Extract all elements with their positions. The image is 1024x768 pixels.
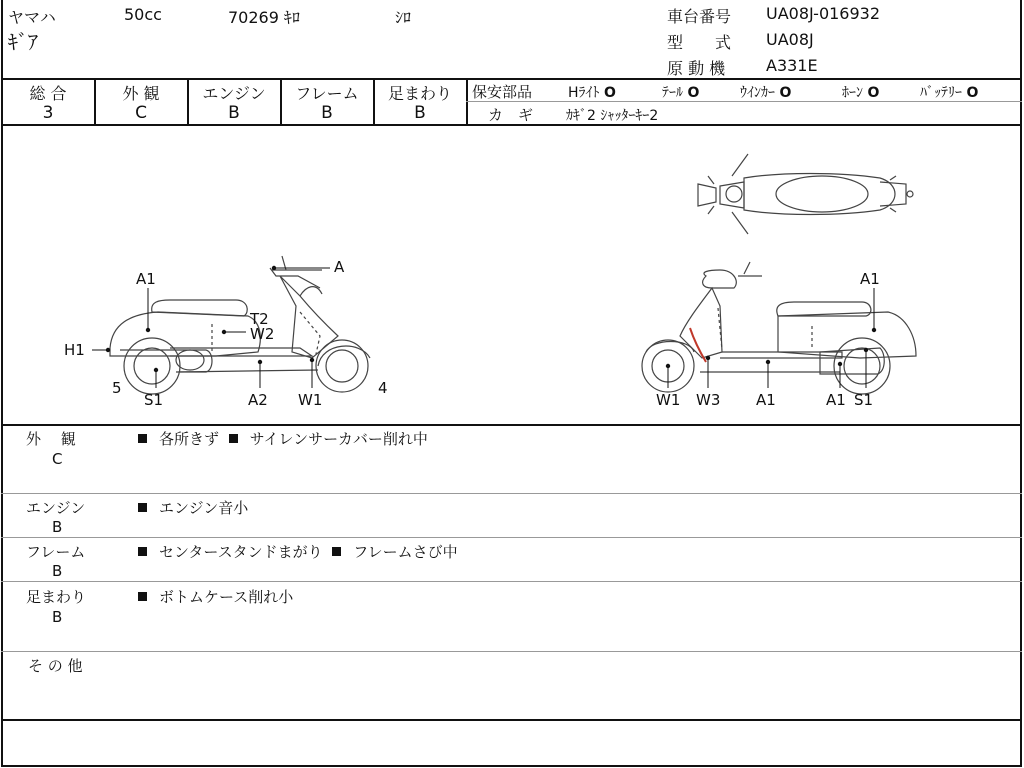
label-4: 4	[378, 379, 388, 397]
label-T2: T2	[250, 310, 269, 328]
damage-diagram	[0, 126, 1024, 424]
grade-exterior-value: C	[135, 103, 147, 123]
label-A1-right-low: A1	[826, 391, 846, 409]
type-label: 型 式	[667, 33, 732, 52]
right-view-labels	[656, 270, 880, 409]
note-frame-items: センタースタンドまがり フレームさび中	[138, 541, 458, 562]
grade-exterior-label: 外 観	[122, 84, 160, 103]
label-W1: W1	[298, 391, 323, 409]
label-H1: H1	[64, 341, 85, 359]
grade-engine-label: エンジン	[202, 84, 266, 103]
note-exterior-grade: C	[52, 450, 63, 468]
notes-top	[1, 424, 1022, 426]
safety-item-tail: ﾃｰﾙ O	[662, 85, 700, 101]
grade-engine-value: B	[228, 103, 240, 123]
right-view-leaders	[668, 288, 874, 388]
label-5: 5	[112, 379, 122, 397]
safety-mark: O	[966, 85, 979, 101]
label-W1-right: W1	[656, 391, 681, 409]
note-exterior-items: 各所きず サイレンサーカバー削れ中	[138, 428, 428, 449]
grade-suspension-value: B	[414, 103, 426, 123]
grade-frame-value: B	[321, 103, 333, 123]
key-value: ｶｷﾞ2 ｼｬｯﾀｰｷｰ2	[566, 108, 659, 124]
safety-item-headlight: Hﾗｲﾄ O	[568, 85, 616, 101]
label-A1: A1	[136, 270, 156, 288]
note-engine-label: エンジン	[26, 499, 86, 517]
note-frame-grade: B	[52, 562, 63, 580]
safety-label: 保安部品	[472, 83, 533, 101]
note-other-label: そ の 他	[28, 657, 83, 675]
safety-item-winker: ｳｲﾝｶｰ O	[740, 85, 792, 101]
note-suspension-grade: B	[52, 608, 63, 626]
note-frame-label: フレーム	[26, 543, 86, 561]
label-A1-right-top: A1	[860, 270, 880, 288]
label-S1: S1	[144, 391, 164, 409]
note-suspension-label: 足まわり	[26, 588, 87, 606]
scooter-top-view	[698, 154, 913, 234]
grade-overall-label: 総 合	[29, 84, 67, 103]
label-W3: W3	[696, 391, 721, 409]
engine-value: A331E	[766, 56, 818, 75]
label-A: A	[334, 258, 345, 276]
safety-mark: O	[687, 85, 700, 101]
grade-overall-value: 3	[42, 103, 54, 123]
safety-item-battery: ﾊﾞｯﾃﾘｰ O	[920, 85, 979, 101]
safety-mark: O	[603, 85, 616, 101]
grade-suspension-label: 足まわり	[387, 84, 452, 103]
maker: ヤマハ	[8, 8, 56, 27]
frame-no: UA08J-016932	[766, 4, 881, 23]
label-A1-right-mid: A1	[756, 391, 776, 409]
notes-bottom	[1, 719, 1022, 721]
label-S1-right: S1	[854, 391, 874, 409]
note-engine-grade: B	[52, 518, 63, 536]
engine-label: 原 動 機	[667, 59, 726, 78]
note-engine-items: エンジン音小	[138, 497, 248, 518]
type-value: UA08J	[766, 30, 814, 49]
grade-table-top	[1, 78, 1022, 80]
label-W2: W2	[250, 325, 275, 343]
note-suspension-items: ボトムケース削れ小	[138, 586, 293, 607]
color: ｼﾛ	[395, 8, 412, 27]
safety-item-horn: ﾎｰﾝ O	[842, 85, 880, 101]
safety-mark: O	[779, 85, 792, 101]
model-name: ｷﾞｱ	[8, 30, 38, 54]
grade-frame-label: フレーム	[295, 84, 359, 103]
displacement: 50cc	[124, 5, 162, 24]
left-view-labels	[64, 258, 388, 409]
key-label: カ ギ	[488, 106, 534, 124]
safety-mark: O	[867, 85, 880, 101]
note-exterior-label: 外 観	[26, 430, 76, 448]
mileage: 70269 ｷﾛ	[228, 8, 300, 27]
label-A2: A2	[248, 391, 268, 409]
frame-no-label: 車台番号	[667, 7, 732, 26]
